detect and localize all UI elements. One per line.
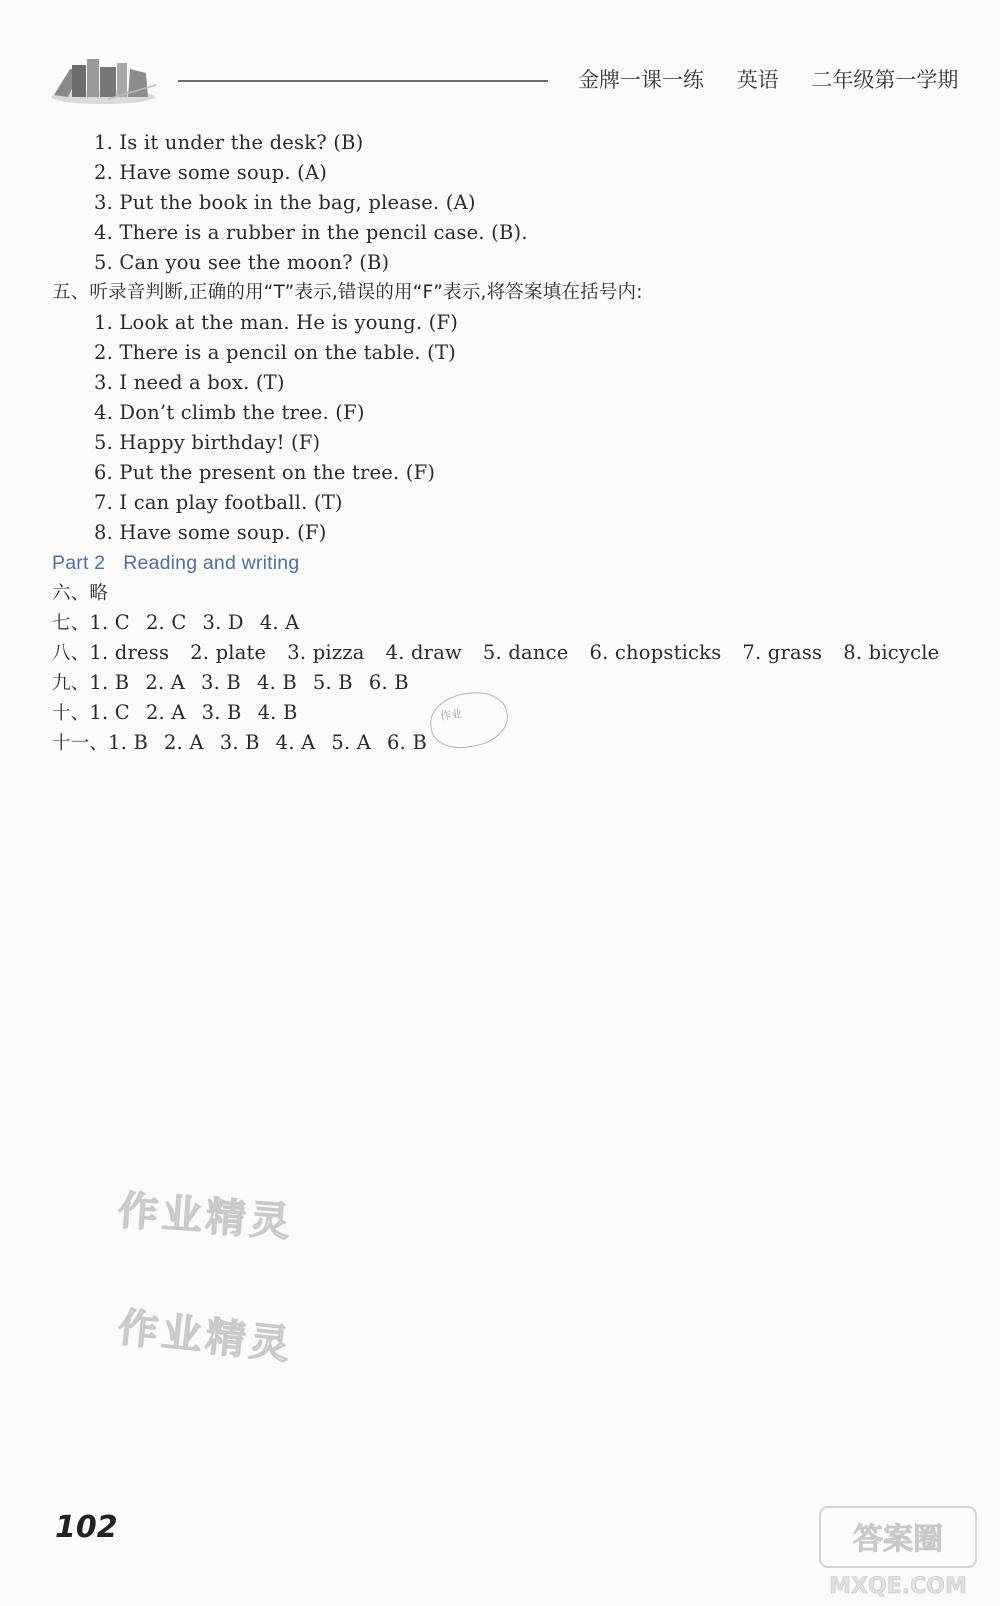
answer-item: 5. A: [331, 731, 372, 754]
answer-item: 2. A: [164, 731, 204, 754]
answer-item: 3. B: [201, 671, 241, 694]
section-text: 略: [89, 583, 109, 604]
answer-item: 2. A: [145, 701, 186, 724]
answer-line: 2. There is a pencil on the table. (T): [94, 341, 456, 364]
section-10: [52, 698, 972, 728]
corner-watermark-bottom: MXQE.COM: [829, 1574, 967, 1599]
answer-item: 5. B: [312, 671, 353, 694]
answer-item: 4. A: [259, 611, 300, 634]
header-rule: [178, 80, 548, 82]
answer-line: 1. Look at the man. He is young. (F): [94, 311, 458, 334]
section-label: 六、: [52, 583, 90, 604]
answer-line: 4. There is a rubber in the pencil case. (B).: [94, 221, 528, 244]
part-title: Reading and writing: [123, 552, 300, 574]
answer-item: 4. B: [257, 701, 298, 724]
book-stack-icon: [48, 55, 158, 105]
book-title: 金牌一课一练: [578, 68, 704, 92]
watermark-text: 作业精灵: [115, 1304, 296, 1370]
answer-item: 3. D: [202, 611, 244, 634]
answer-item: 2. C: [145, 611, 187, 634]
answer-item: 1. B: [89, 671, 130, 694]
answer-item: 4. draw: [385, 641, 462, 664]
part-heading: [52, 548, 972, 578]
grade-label: 二年级第一学期: [811, 68, 959, 92]
answer-line: 4. Don’t climb the tree. (F): [94, 401, 365, 424]
section-label: 八、: [52, 643, 90, 664]
answer-line: 5. Happy birthday! (F): [94, 431, 321, 454]
answer-item: 2. plate: [190, 641, 267, 664]
corner-watermark-logo: [818, 1505, 978, 1601]
section-heading: 五、听录音判断,正确的用“T”表示,错误的用“F”表示,将答案填在括号内:: [52, 282, 643, 303]
section-6: [52, 578, 972, 608]
answer-item: 2. A: [145, 671, 186, 694]
answer-item: 3. B: [219, 731, 260, 754]
section-7: [52, 608, 972, 638]
answer-item: 1. dress: [89, 641, 170, 664]
answer-line: 8. Have some soup. (F): [94, 521, 327, 544]
answer-item: 3. B: [201, 701, 242, 724]
page-number: 102: [55, 1510, 118, 1545]
answer-line: 3. I need a box. (T): [94, 371, 285, 394]
page-header: [0, 0, 1000, 110]
answer-item: 4. B: [256, 671, 297, 694]
part-label: Part 2: [52, 552, 106, 574]
answer-line: 6. Put the present on the tree. (F): [94, 461, 436, 484]
answer-item: 6. B: [368, 671, 409, 694]
header-title: [578, 64, 958, 94]
section-label: 十一、: [52, 733, 109, 754]
answer-line: 3. Put the book in the bag, please. (A): [94, 191, 476, 214]
answer-item: 5. dance: [482, 641, 569, 664]
answer-line: 2. Have some soup. (A): [94, 161, 328, 184]
subject-label: 英语: [736, 68, 779, 92]
section-label: 十、: [52, 703, 90, 724]
answer-line: 5. Can you see the moon? (B): [94, 251, 390, 274]
watermark-text: 作业精灵: [116, 1187, 296, 1247]
answer-item: 1. C: [89, 701, 130, 724]
section-11: [52, 728, 972, 758]
section-label: 九、: [52, 673, 90, 694]
answer-item: 3. pizza: [287, 641, 365, 664]
answer-item: 4. A: [275, 731, 316, 754]
answer-item: 6. B: [387, 731, 427, 754]
stamp-text: 作业: [439, 706, 463, 723]
answer-line: 7. I can play football. (T): [94, 491, 343, 514]
answer-item: 6. chopsticks: [589, 641, 722, 664]
answer-item: 7. grass: [742, 641, 823, 664]
section-9: [52, 668, 972, 698]
corner-watermark-top: 答案圈: [853, 1522, 943, 1557]
section-label: 七、: [52, 613, 90, 634]
answer-content: [52, 128, 972, 758]
answer-item: 1. C: [89, 611, 130, 634]
answer-item: 8. bicycle: [843, 641, 940, 664]
answer-item: 1. B: [108, 731, 149, 754]
answer-line: 1. Is it under the desk? (B): [94, 131, 364, 154]
section-8: [52, 638, 972, 668]
